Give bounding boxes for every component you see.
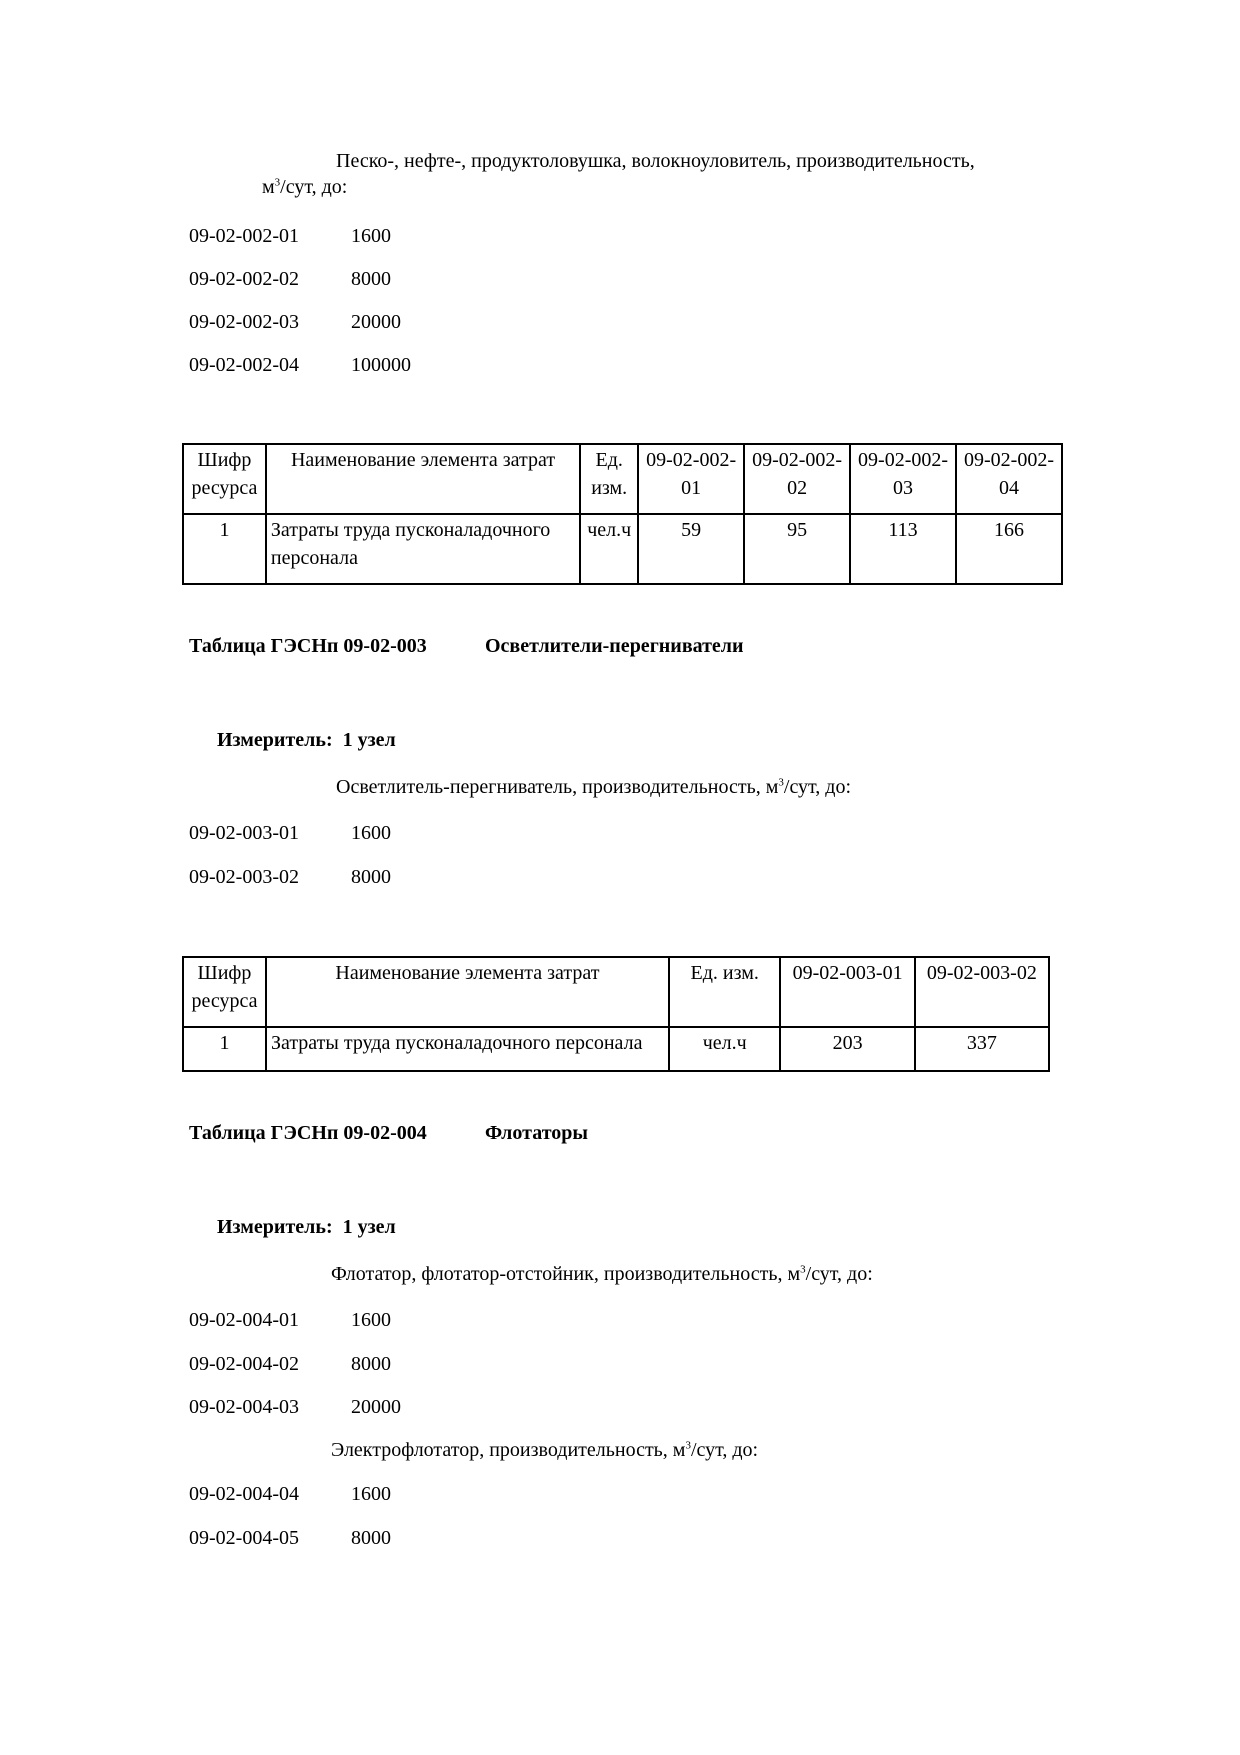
item-code: 09-02-002-04 [189,354,299,376]
item-value: 1600 [351,1483,391,1505]
intro-line: Флотатор, флотатор-отстойник, производительность, $м^3$/сут, до: [331,1263,873,1285]
cell-value: 59 [638,514,744,584]
item-value: 20000 [351,311,401,333]
header-name: Наименование элемента затрат [266,957,669,1027]
header-col: 09-02-002-01 [638,444,744,514]
cell-name: Затраты труда пусконаладочного персонала [266,1027,669,1071]
cell-name: Затраты труда пусконаладочного персонала [266,514,580,584]
item-code: 09-02-002-03 [189,311,299,333]
cell-value: 203 [780,1027,914,1071]
table-header-row [183,957,1049,1027]
intro-line: Электрофлотатор, производительность, $м^3$/сут, до: [331,1439,759,1461]
table-title: Осветлители-перегниватели [485,635,744,657]
table-label: Таблица ГЭСНп 09-02-004 [189,1122,427,1144]
item-value: 20000 [351,1396,401,1418]
item-code: 09-02-004-02 [189,1353,299,1375]
header-col: 09-02-003-01 [780,957,914,1027]
table-row [183,514,1062,584]
cell-value: 166 [956,514,1062,584]
header-col: 09-02-002-02 [744,444,850,514]
meter-line: Измеритель: 1 узел [217,1216,396,1238]
item-code: 09-02-004-05 [189,1527,299,1549]
item-code: 09-02-003-01 [189,822,299,844]
resource-table-002 [182,443,1063,585]
meter-line: Измеритель: 1 узел [217,729,396,751]
item-value: 8000 [351,866,391,888]
cell-value: 337 [915,1027,1049,1071]
item-value: 1600 [351,225,391,247]
table-label: Таблица ГЭСНп 09-02-003 [189,635,427,657]
table-header-row [183,444,1062,514]
cell-unit: чел.ч [669,1027,781,1071]
cell-value: 95 [744,514,850,584]
item-code: 09-02-004-01 [189,1309,299,1331]
table-title: Флотаторы [485,1122,588,1144]
cell-value: 113 [850,514,956,584]
header-col: 09-02-002-03 [850,444,956,514]
cell-code: 1 [183,1027,266,1071]
item-code: 09-02-002-01 [189,225,299,247]
item-code: 09-02-004-03 [189,1396,299,1418]
header-col: 09-02-002-04 [956,444,1062,514]
item-value: 8000 [351,268,391,290]
header-name: Наименование элемента затрат [266,444,580,514]
item-code: 09-02-002-02 [189,268,299,290]
header-col: 09-02-003-02 [915,957,1049,1027]
item-code: 09-02-003-02 [189,866,299,888]
table-row [183,1027,1049,1071]
header-unit: Ед. изм. [580,444,638,514]
intro-line-1: Песко-, нефте-, продуктоловушка, волокноуловитель, производительность, [336,150,975,172]
resource-table-003 [182,956,1050,1072]
item-value: 8000 [351,1353,391,1375]
intro-line-2: $м^3$/сут, до: [262,176,348,198]
header-unit: Ед. изм. [669,957,781,1027]
header-code: Шифр ресурса [183,444,266,514]
cell-code: 1 [183,514,266,584]
item-value: 100000 [351,354,411,376]
item-value: 1600 [351,822,391,844]
item-value: 8000 [351,1527,391,1549]
item-value: 1600 [351,1309,391,1331]
header-code: Шифр ресурса [183,957,266,1027]
item-code: 09-02-004-04 [189,1483,299,1505]
intro-line: Осветлитель-перегниватель, производительность, $м^3$/сут, до: [336,776,852,798]
cell-unit: чел.ч [580,514,638,584]
